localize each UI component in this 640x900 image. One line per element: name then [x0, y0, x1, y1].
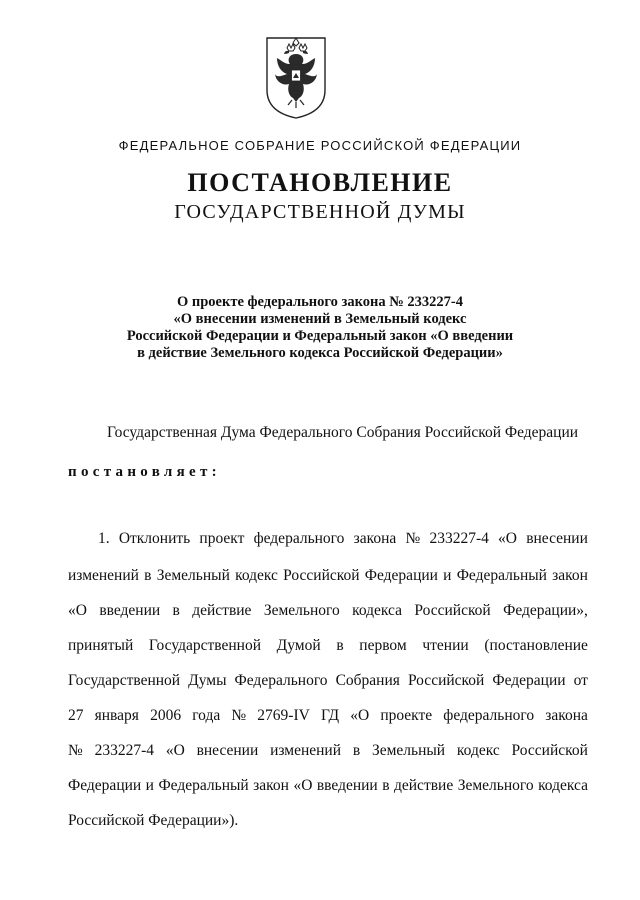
- justified-line: [68, 777, 588, 795]
- word: Федеральный: [456, 567, 547, 584]
- subject-line: в действие Земельного кодекса Российской Федерации»: [137, 345, 503, 361]
- word: действие: [192, 602, 252, 619]
- word: 233227-4: [94, 742, 155, 759]
- word: проект: [199, 530, 245, 547]
- word: Думой: [276, 637, 321, 654]
- paragraph-1-line: [68, 777, 588, 795]
- paragraph-1-line: [68, 602, 588, 620]
- subject-line: О проекте федерального закона № 233227-4: [176, 294, 464, 310]
- word: закона: [545, 707, 588, 724]
- word: внесении: [526, 530, 588, 547]
- word: №: [405, 530, 421, 547]
- last-line: Российской Федерации»).: [68, 812, 239, 829]
- word: 2769-IV: [257, 707, 310, 724]
- word: введении: [99, 602, 161, 619]
- word: введении: [316, 777, 378, 794]
- word: кодекса: [538, 777, 588, 794]
- word: Федерации: [492, 672, 566, 689]
- word: в: [172, 602, 180, 619]
- justified-line: [68, 637, 588, 655]
- word: января: [94, 707, 139, 724]
- word: внесении: [196, 742, 259, 759]
- word: чтении: [422, 637, 469, 654]
- document-issuer: ГОСУДАРСТВЕННОЙ ДУМЫ: [174, 201, 466, 223]
- word: Российской: [407, 672, 485, 689]
- word: и: [443, 567, 452, 584]
- paragraph-1-line: [68, 672, 588, 690]
- word: Государственной: [68, 672, 181, 689]
- word: Собрания: [335, 672, 400, 689]
- word: в: [352, 742, 361, 759]
- justified-line: [68, 672, 588, 690]
- word: от: [573, 672, 588, 689]
- word: 233227-4: [429, 530, 489, 547]
- word: закон: [552, 567, 588, 584]
- justified-line: [68, 707, 588, 725]
- word: первом: [359, 637, 407, 654]
- justified-line: [68, 567, 588, 585]
- word: Российской: [414, 602, 491, 619]
- paragraph-1-line: [68, 707, 588, 725]
- russian-coat-of-arms-icon: [263, 34, 329, 120]
- word: и: [145, 777, 154, 794]
- word: «О: [165, 742, 185, 759]
- word: действие: [394, 777, 454, 794]
- word: Федерации: [364, 567, 438, 584]
- word: года: [192, 707, 221, 724]
- word: Государственной: [148, 637, 262, 654]
- word: 1.: [98, 530, 110, 547]
- word: Федерации»,: [503, 602, 588, 619]
- word: 2006: [150, 707, 182, 724]
- word: кодекс: [456, 742, 500, 759]
- justified-line: [68, 530, 588, 548]
- word: в: [336, 637, 344, 654]
- word: Земельный: [156, 567, 230, 584]
- organization-name: ФЕДЕРАЛЬНОЕ СОБРАНИЕ РОССИЙСКОЙ ФЕДЕРАЦИИ: [118, 138, 522, 153]
- word: «О: [68, 602, 87, 619]
- decree-word: постановляет:: [68, 464, 221, 480]
- word: «О: [498, 530, 517, 547]
- word: Федерации: [68, 777, 142, 794]
- word: Думы: [188, 672, 227, 689]
- word: (постановление: [484, 637, 588, 654]
- word: проекте: [380, 707, 433, 724]
- word: Земельного: [457, 777, 534, 794]
- document-type-title: ПОСТАНОВЛЕНИЕ: [187, 168, 453, 197]
- word: ГД: [320, 707, 340, 724]
- word: №: [231, 707, 247, 724]
- subject-heading: [0, 294, 640, 362]
- word: Российской: [511, 742, 588, 759]
- word: Отклонить: [118, 530, 191, 547]
- paragraph-1-line: [68, 530, 588, 548]
- word: федерального: [443, 707, 535, 724]
- word: в: [382, 777, 390, 794]
- paragraph-1-line: [68, 567, 588, 585]
- word: 27: [68, 707, 84, 724]
- word: федерального: [253, 530, 345, 547]
- word: Земельный: [371, 742, 446, 759]
- word: Земельного: [263, 602, 340, 619]
- word: Российской: [283, 567, 360, 584]
- word: кодекс: [235, 567, 278, 584]
- word: кодекса: [352, 602, 402, 619]
- paragraph-1-line: [68, 812, 588, 830]
- justified-line: [68, 742, 588, 760]
- word: №: [68, 742, 83, 759]
- word: изменений: [68, 567, 139, 584]
- word: закон: [253, 777, 289, 794]
- preamble: Государственная Дума Федерального Собрания Российской Федерации: [107, 424, 579, 441]
- paragraph-1-line: [68, 742, 588, 760]
- subject-line: Российской Федерации и Федеральный закон «О введении: [126, 328, 514, 344]
- word: закона: [353, 530, 397, 547]
- word: «О: [293, 777, 313, 794]
- word: «О: [350, 707, 370, 724]
- word: изменений: [270, 742, 342, 759]
- paragraph-1-line: [68, 637, 588, 655]
- word: Федерального: [234, 672, 328, 689]
- word: в: [144, 567, 152, 584]
- word: принятый: [68, 637, 134, 654]
- justified-line: [68, 602, 588, 620]
- word: Федеральный: [158, 777, 249, 794]
- subject-line: «О внесении изменений в Земельный кодекс: [173, 311, 467, 327]
